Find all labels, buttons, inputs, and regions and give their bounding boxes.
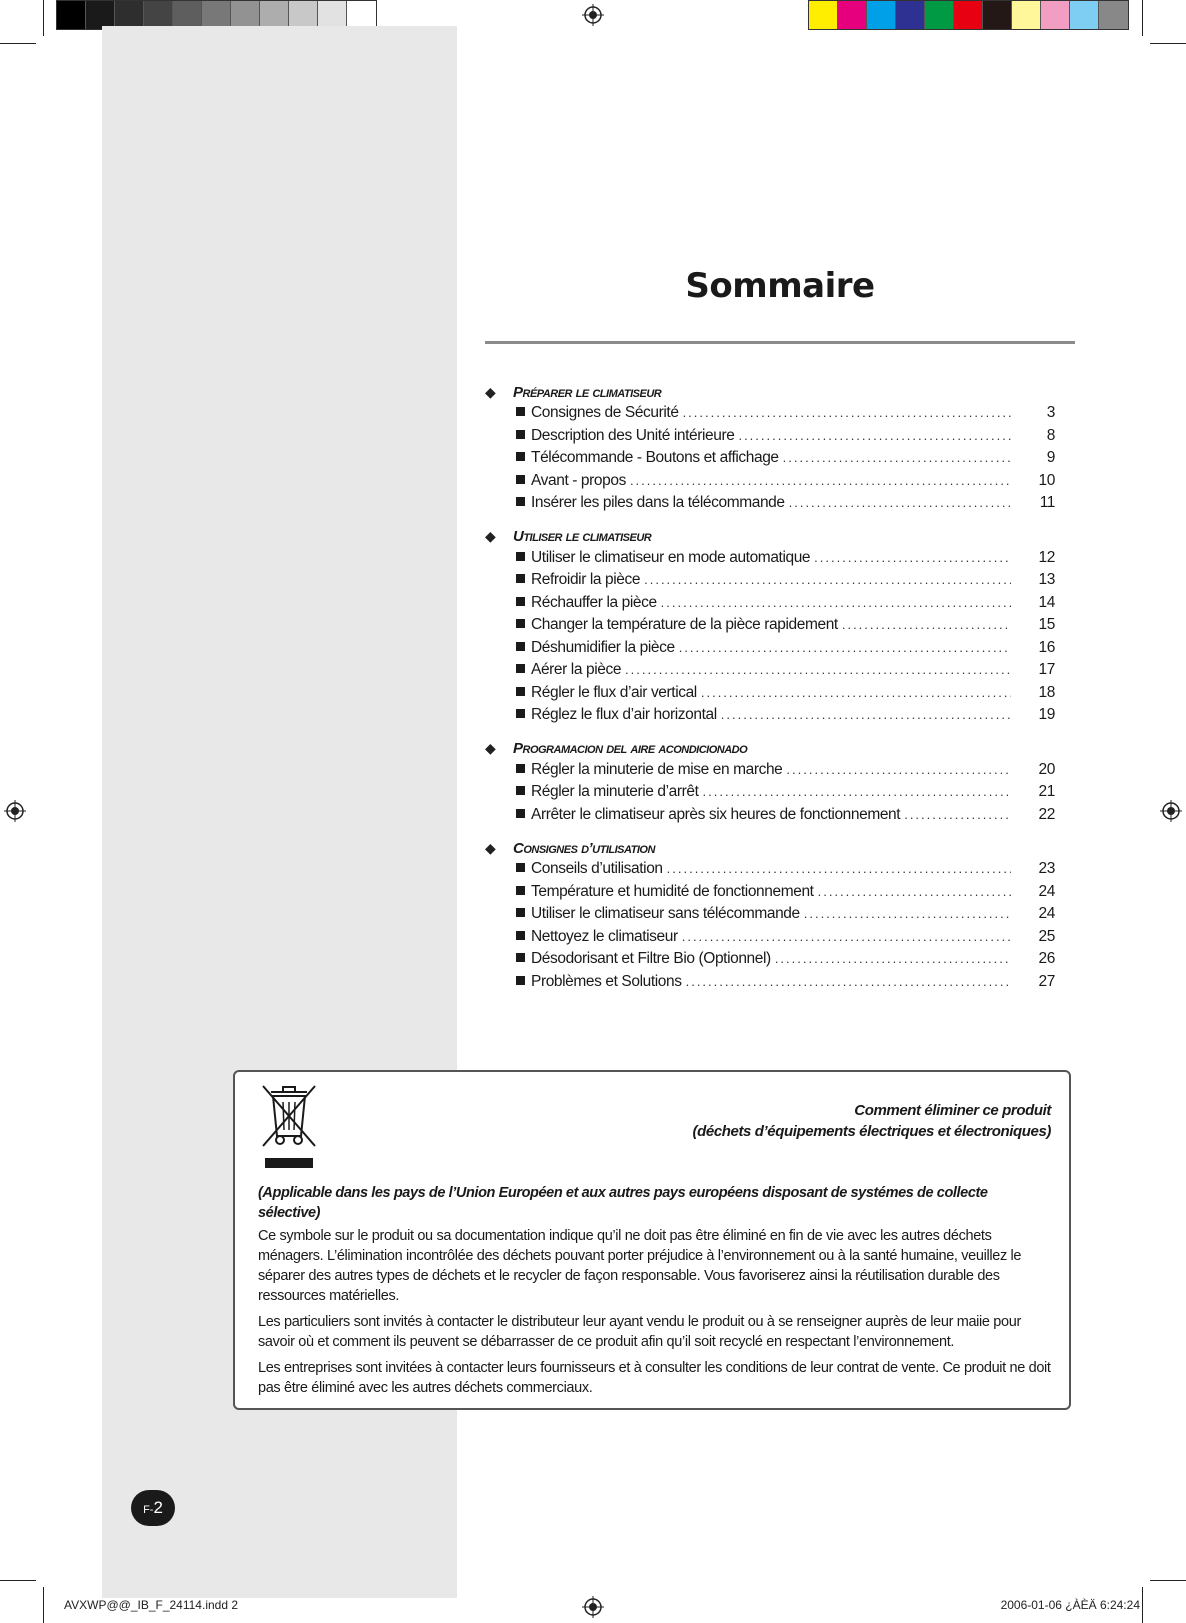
- gray-swatch: [173, 1, 202, 29]
- diamond-bullet-icon: ◆: [485, 740, 496, 756]
- dot-leader: [667, 861, 1011, 876]
- toc-entry-label: Description des Unité intérieure: [531, 426, 735, 444]
- toc-entry-label: Arrêter le climatiseur après six heures de fonctionnement: [531, 805, 901, 823]
- toc-entry: [485, 783, 1055, 806]
- toc-section: [485, 737, 1055, 829]
- toc-entry-page: 14: [1038, 593, 1055, 611]
- color-swatch: [1041, 1, 1070, 29]
- toc-section-title: Programacion del aire acondicionado: [513, 740, 748, 757]
- toc-entry: [485, 905, 1055, 928]
- toc-entry-label: Télécommande - Boutons et affichage: [531, 449, 779, 466]
- toc-entry-page: 24: [1038, 905, 1055, 922]
- toc-entry-page: 22: [1038, 805, 1055, 823]
- square-bullet-icon: [516, 908, 525, 917]
- square-bullet-icon: [516, 407, 525, 416]
- color-swatch: [1099, 1, 1128, 29]
- crop-mark: [1150, 43, 1186, 44]
- gray-swatch: [318, 1, 347, 29]
- toc-entry-label: Problèmes et Solutions: [531, 972, 682, 990]
- toc-section-title: Préparer le climatiseur: [513, 383, 662, 401]
- toc-entry-page: 23: [1038, 860, 1055, 877]
- gray-swatch: [260, 1, 289, 29]
- square-bullet-icon: [516, 475, 525, 484]
- crop-mark: [43, 1587, 44, 1623]
- weee-paragraph: Les particuliers sont invités à contacter le distributeur leur ayant vendu le produit ou à se renseigner auprès de leur maiie pour savoir où et comment ils peuvent se débarrasser de ce produit afin qu’il soit recyclé en respectant l’environnement.: [258, 1314, 1021, 1350]
- dot-leader: [703, 784, 1011, 799]
- dot-leader: [679, 640, 1011, 655]
- color-bar: [808, 0, 1129, 30]
- toc-entry-label: Avant - propos: [531, 471, 626, 489]
- toc-entry: [485, 616, 1055, 639]
- square-bullet-icon: [516, 709, 525, 718]
- dot-leader: [804, 906, 1011, 921]
- toc-entry: [485, 549, 1055, 572]
- color-swatch: [1012, 1, 1041, 29]
- toc-section-title: Utiliser le climatiseur: [513, 528, 652, 545]
- page-number-badge: F-2: [131, 1490, 175, 1526]
- toc-entry-label: Réglez le flux d’air horizontal: [531, 706, 717, 723]
- square-bullet-icon: [516, 664, 525, 673]
- toc-entry: [485, 973, 1055, 996]
- dot-leader: [625, 662, 1011, 677]
- weee-paragraph: Ce symbole sur le produit ou sa documentation indique qu’il ne doit pas être éliminé en fin de vie avec les autres déchets ménagers. L’élimination incontrôlée des déchets pouvant porter préjudice à l’environnement ou à la santé humaine, veuillez le séparer des autres types de déchets et le recycler de façon responsable. Vous favoriserez ainsi la réutilisation durable des ressources matérielles.: [258, 1228, 1022, 1304]
- toc-entry-label: Déshumidifier la pièce: [531, 638, 675, 656]
- toc-entry: [485, 806, 1055, 829]
- toc-section-heading: [485, 380, 1055, 404]
- gray-swatch: [231, 1, 260, 29]
- toc-entry-page: 18: [1038, 683, 1055, 701]
- color-swatch: [867, 1, 896, 29]
- toc-entry-page: 25: [1038, 927, 1055, 945]
- registration-mark-icon: [4, 800, 26, 822]
- toc-entry: [485, 594, 1055, 617]
- square-bullet-icon: [516, 764, 525, 773]
- square-bullet-icon: [516, 863, 525, 872]
- toc-entry: [485, 928, 1055, 951]
- toc-entry: [485, 661, 1055, 684]
- square-bullet-icon: [516, 574, 525, 583]
- dot-leader: [786, 762, 1011, 777]
- toc-entry: [485, 427, 1055, 450]
- toc-entry-page: 12: [1038, 548, 1055, 566]
- toc-section: [485, 836, 1055, 995]
- toc-entry-page: 21: [1038, 783, 1055, 800]
- weee-paragraph: Les entreprises sont invitées à contacter leurs fournisseurs et à consulter les conditions de leur contrat de vente. Ce produit ne doit pas être éliminé avec les autres déchets commerciaux.: [258, 1360, 1051, 1396]
- gray-swatch: [57, 1, 86, 29]
- registration-mark-icon: [582, 1596, 604, 1618]
- toc-entry-label: Régler la minuterie de mise en marche: [531, 760, 783, 778]
- print-slug-timestamp: 2006-01-06 ¿ÀÈÄ 6:24:24: [1000, 1598, 1140, 1612]
- toc-section-heading: [485, 525, 1055, 549]
- toc-section-title: Consignes d’utilisation: [513, 839, 655, 857]
- table-of-contents: [485, 380, 1055, 1003]
- gray-swatch: [115, 1, 144, 29]
- dot-leader: [775, 951, 1011, 966]
- toc-entry: [485, 404, 1055, 427]
- crop-mark: [1142, 0, 1143, 36]
- square-bullet-icon: [516, 976, 525, 985]
- toc-entry-page: 3: [1046, 404, 1055, 421]
- dot-leader: [630, 473, 1011, 488]
- dot-leader: [721, 707, 1011, 722]
- toc-entry-page: 13: [1038, 571, 1055, 588]
- toc-entry: [485, 472, 1055, 495]
- toc-entry-label: Température et humidité de fonctionnement: [531, 882, 814, 900]
- page-title: Sommaire: [685, 266, 875, 306]
- dot-leader: [789, 495, 1011, 510]
- toc-entry-label: Désodorisant et Filtre Bio (Optionnel): [531, 950, 771, 967]
- color-swatch: [983, 1, 1012, 29]
- toc-entry: [485, 571, 1055, 594]
- color-swatch: [925, 1, 954, 29]
- toc-entry-label: Refroidir la pièce: [531, 571, 641, 588]
- square-bullet-icon: [516, 953, 525, 962]
- toc-entry: [485, 883, 1055, 906]
- crop-mark: [1142, 1587, 1143, 1623]
- dot-leader: [818, 884, 1011, 899]
- color-swatch: [809, 1, 838, 29]
- toc-entry-page: 20: [1038, 760, 1055, 778]
- color-swatch: [954, 1, 983, 29]
- square-bullet-icon: [516, 597, 525, 606]
- toc-entry: [485, 950, 1055, 973]
- gray-swatch: [144, 1, 173, 29]
- dot-leader: [686, 974, 1011, 989]
- toc-entry-label: Utiliser le climatiseur sans télécommande: [531, 905, 800, 922]
- gray-swatch: [202, 1, 231, 29]
- registration-mark-icon: [582, 4, 604, 26]
- dot-leader: [904, 807, 1011, 822]
- square-bullet-icon: [516, 809, 525, 818]
- toc-entry-label: Réchauffer la pièce: [531, 593, 657, 611]
- toc-entry-label: Insérer les piles dans la télécommande: [531, 494, 785, 511]
- toc-entry-page: 15: [1038, 616, 1055, 633]
- toc-entry: [485, 860, 1055, 883]
- square-bullet-icon: [516, 430, 525, 439]
- square-bullet-icon: [516, 552, 525, 561]
- toc-entry-label: Utiliser le climatiseur en mode automatique: [531, 548, 811, 566]
- square-bullet-icon: [516, 931, 525, 940]
- toc-section: [485, 380, 1055, 517]
- color-swatch: [1070, 1, 1099, 29]
- toc-entry-page: 16: [1038, 638, 1055, 656]
- dot-leader: [683, 405, 1011, 420]
- color-swatch: [896, 1, 925, 29]
- toc-entry-page: 17: [1038, 661, 1055, 678]
- toc-entry-page: 26: [1038, 950, 1055, 967]
- crossed-bin-icon: [259, 1084, 319, 1170]
- toc-entry: [485, 706, 1055, 729]
- toc-entry-label: Régler le flux d’air vertical: [531, 683, 697, 701]
- square-bullet-icon: [516, 886, 525, 895]
- square-bullet-icon: [516, 687, 525, 696]
- toc-entry: [485, 761, 1055, 784]
- square-bullet-icon: [516, 642, 525, 651]
- diamond-bullet-icon: ◆: [485, 383, 496, 400]
- toc-entry-page: 11: [1039, 494, 1055, 511]
- toc-section-heading: [485, 836, 1055, 860]
- gray-swatch: [86, 1, 115, 29]
- dot-leader: [783, 450, 1011, 465]
- square-bullet-icon: [516, 452, 525, 461]
- dot-leader: [842, 617, 1011, 632]
- toc-entry: [485, 449, 1055, 472]
- color-swatch: [838, 1, 867, 29]
- crop-mark: [43, 0, 44, 36]
- dot-leader: [701, 685, 1011, 700]
- weee-body: [258, 1226, 1058, 1404]
- toc-entry-page: 8: [1046, 426, 1055, 444]
- registration-mark-icon: [1160, 800, 1182, 822]
- toc-entry-page: 27: [1038, 972, 1055, 990]
- toc-section-heading: [485, 737, 1055, 761]
- diamond-bullet-icon: ◆: [485, 528, 496, 544]
- toc-entry-page: 9: [1046, 449, 1055, 466]
- diamond-bullet-icon: ◆: [485, 839, 496, 856]
- weee-heading: Comment éliminer ce produit (déchets d’équipements électriques et électroniques): [692, 1102, 1051, 1140]
- dot-leader: [661, 595, 1011, 610]
- toc-entry-label: Changer la température de la pièce rapidement: [531, 616, 838, 633]
- toc-entry: [485, 684, 1055, 707]
- toc-section: [485, 525, 1055, 729]
- weee-notice: [233, 1070, 1071, 1410]
- title-divider: [485, 341, 1075, 344]
- gray-swatch: [347, 1, 376, 29]
- toc-entry-label: Aérer la pièce: [531, 661, 622, 678]
- crop-mark: [0, 43, 36, 44]
- dot-leader: [738, 428, 1011, 443]
- toc-entry-label: Régler la minuterie d’arrêt: [531, 783, 699, 800]
- square-bullet-icon: [516, 619, 525, 628]
- toc-entry-label: Consignes de Sécurité: [531, 404, 679, 421]
- crop-mark: [1150, 1580, 1186, 1581]
- dot-leader: [814, 550, 1011, 565]
- dot-leader: [682, 929, 1011, 944]
- toc-entry-page: 10: [1038, 471, 1055, 489]
- toc-entry-label: Conseils d’utilisation: [531, 860, 663, 877]
- square-bullet-icon: [516, 497, 525, 506]
- dot-leader: [644, 572, 1011, 587]
- toc-entry-page: 24: [1038, 882, 1055, 900]
- toc-entry-page: 19: [1038, 706, 1055, 723]
- toc-entry: [485, 494, 1055, 517]
- crop-mark: [0, 1580, 36, 1581]
- print-slug-filename: AVXWP@@_IB_F_24114.indd 2: [64, 1598, 239, 1612]
- gray-swatch: [289, 1, 318, 29]
- weee-subheading: (Applicable dans les pays de l’Union Européen et aux autres pays européens disposant de systémes de collecte sélective): [258, 1185, 988, 1221]
- toc-entry: [485, 639, 1055, 662]
- toc-entry-label: Nettoyez le climatiseur: [531, 927, 678, 945]
- square-bullet-icon: [516, 786, 525, 795]
